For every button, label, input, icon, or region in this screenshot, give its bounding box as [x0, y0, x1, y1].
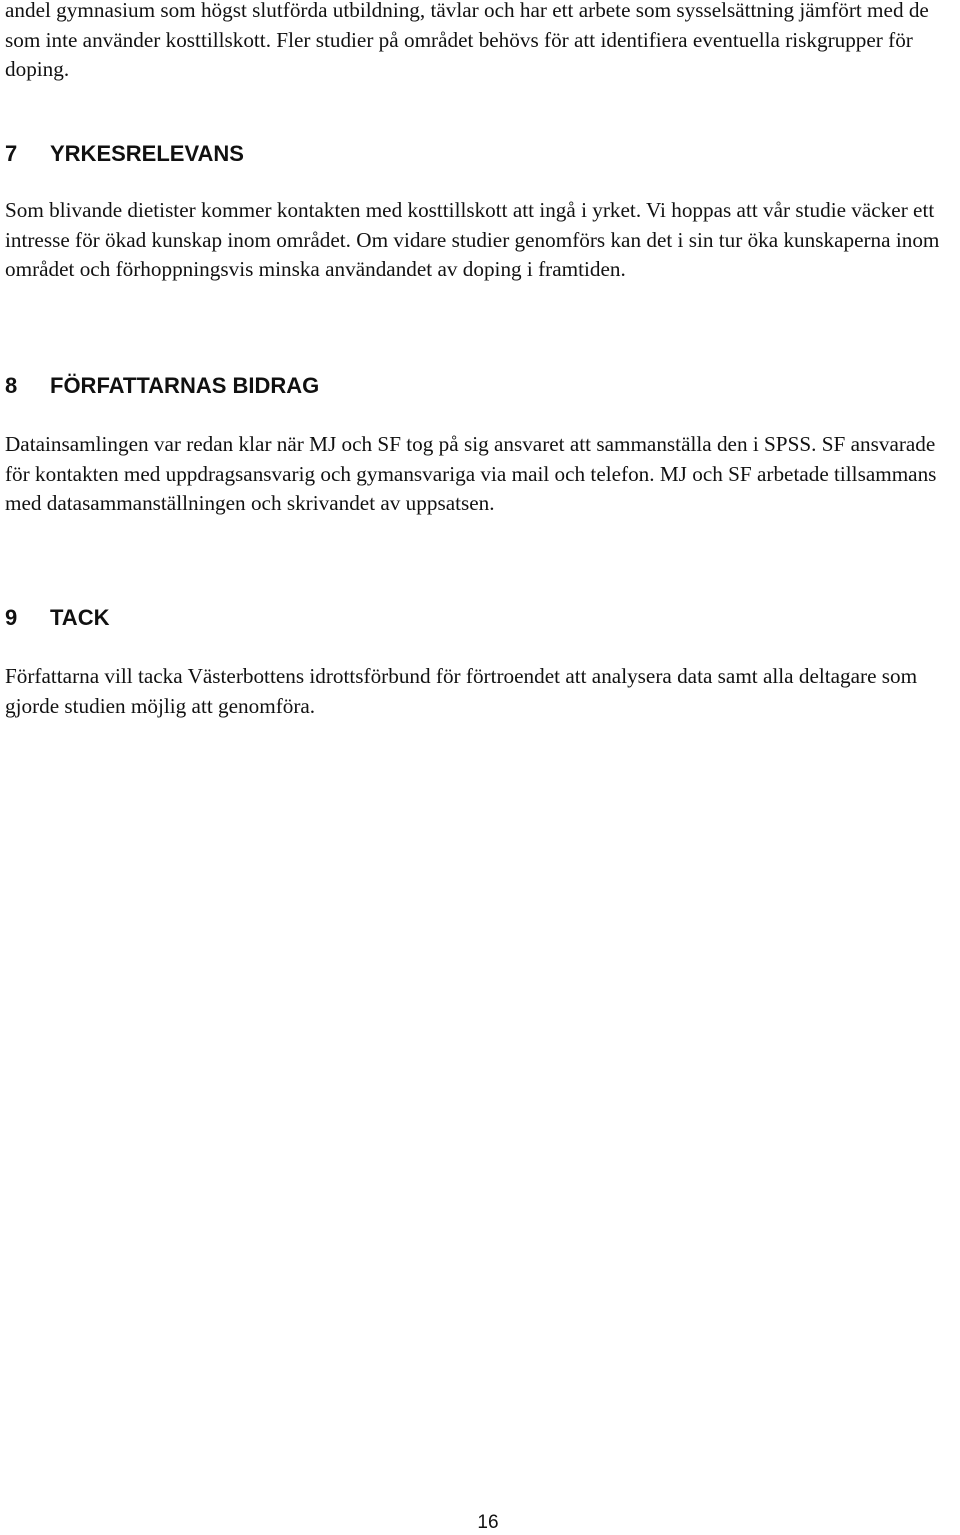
section-number: 9: [5, 605, 18, 630]
section-number: 8: [5, 373, 18, 398]
section-title: TACK: [50, 605, 110, 630]
section-body-tack: Författarna vill tacka Västerbottens idrottsförbund för förtroendet att analysera data samt alla deltagare som gjorde studien möjlig att genomföra.: [5, 664, 918, 718]
section-heading-forfattarnas-bidrag: [5, 372, 319, 400]
section-number: 7: [5, 141, 18, 166]
section-heading-yrkesrelevans: [5, 140, 244, 168]
section-heading-tack: [5, 604, 109, 632]
section-title: FÖRFATTARNAS BIDRAG: [50, 373, 320, 398]
section-body-yrkesrelevans: Som blivande dietister kommer kontakten med kosttillskott att ingå i yrket. Vi hoppas att vår studie väcker ett intresse för ökad kunskap inom området. Om vidare studier genomförs kan det i sin tur öka kunskaperna inom området och förhoppningsvis minska användandet av doping i framtiden.: [5, 198, 940, 282]
section-body-forfattarnas-bidrag: Datainsamlingen var redan klar när MJ och SF tog på sig ansvaret att sammanställa den i SPSS. SF ansvarade för kontakten med uppdragsansvarig och gymansvariga via mail och telefon. MJ och SF arbetade tillsammans med datasammanställningen och skrivandet av uppsatsen.: [5, 432, 937, 516]
intro-paragraph: andel gymnasium som högst slutförda utbildning, tävlar och har ett arbete som sysselsättning jämfört med de som inte använder kosttillskott. Fler studier på området behövs för att identifiera eventuella riskgrupper för doping.: [5, 0, 929, 82]
section-title: YRKESRELEVANS: [50, 141, 244, 166]
page-number: 16: [477, 1512, 499, 1533]
